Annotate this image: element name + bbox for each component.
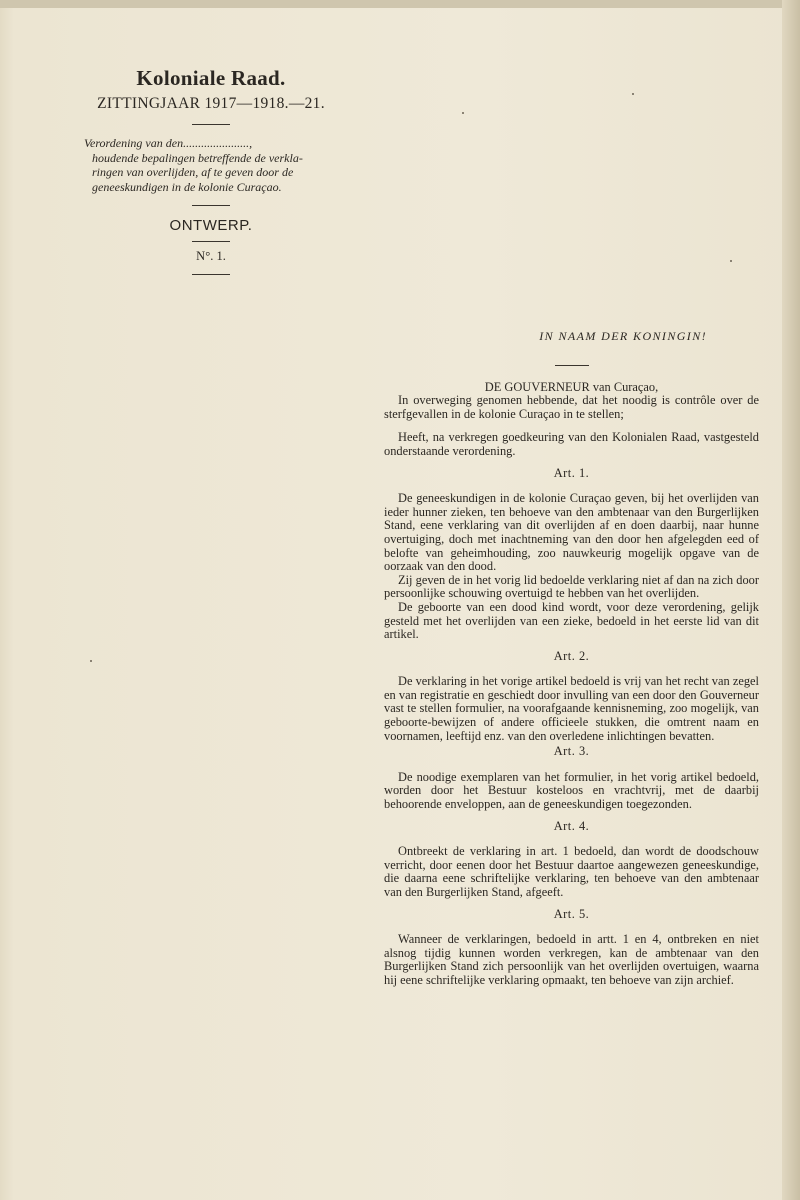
article-heading: Art. 2. (553, 648, 590, 663)
paper-speck (90, 660, 92, 662)
paper-speck (462, 112, 464, 114)
article-heading: Art. 1. (553, 465, 590, 480)
article-heading: Art. 3. (553, 744, 590, 759)
draft-label: ONTWERP. (169, 217, 253, 234)
article-paragraph: Ontbreekt de verklaring in art. 1 bedoeld, dan wordt de doodschouw verricht, door eenen door het Bestuur daartoe aangewezen geneeskundige, die daarna eene schriftelijke verklaring, ten behoeve van den ambtenaar van den Burgerlijken Stand, afgeeft. (384, 844, 759, 899)
divider-rule (192, 241, 230, 242)
article-paragraph: Wanneer de verklaringen, bedoeld in artt. 1 en 4, ontbreken en niet alsnog tijdig kunnen worden verkregen, kan de ambtenaar van den Burgerlijken Stand zich persoonlijk van het overlijden overtuigen, waarna hij eene schriftelijke verklaring opmaakt, ten behoeve van zijn archief. (384, 932, 759, 987)
article-paragraph: De noodige exemplaren van het formulier, in het vorig artikel bedoeld, worden door het Bestuur kosteloos en vrachtvrij, met de daarbij behoorende enveloppen, aan de geneeskundigen toegezonden. (384, 769, 759, 812)
royal-invocation: IN NAAM DER KONINGIN! (539, 329, 707, 343)
header-block (80, 66, 342, 286)
page-top-edge (0, 0, 800, 8)
article-paragraph: Zij geven de in het vorig lid bedoelde verklaring niet af dan na zich door persoonlijke schouwing overtuigd te hebben van het overlijden. (384, 572, 759, 601)
ordinance-subject (80, 136, 342, 194)
article-paragraph: De geneeskundigen in de kolonie Curaçao geven, bij het overlijden van ieder hunner zieken, ten behoeve van den ambtenaar van den Burgerlijken Stand, eene verklaring van dit overlijden af en doen daarbij, naar hunne overtuiging, doch met inachtneming van den door hen afgelegden eed of belofte van geheimhouding, zoo nauwkeurig mogelijk opgave van de oorzaak van den dood. (384, 491, 759, 574)
session-year: ZITTINGJAAR 1917—1918.—21. (97, 95, 325, 112)
article-heading: Art. 4. (553, 818, 590, 833)
council-title: Koloniale Raad. (136, 66, 286, 90)
paper-speck (730, 260, 732, 262)
paper-speck (632, 93, 634, 95)
subject-line: geneeskundigen in de kolonie Curaçao. (92, 179, 282, 194)
page-right-edge (782, 0, 800, 1200)
article-paragraph: De verklaring in het vorige artikel bedoeld is vrij van het recht van zegel en van registratie en geschiedt door invulling van een door den Gouverneur vast te stellen formulier, na voorafgaande kennisneming, zoo mogelijk, van geboorte-bewijzen of andere officieele stukken, die omtrent naam en voornamen, leeftijd enz. van den overledene inlichtingen bevatten. (384, 674, 759, 743)
ordinance-body (384, 330, 759, 988)
divider-rule (192, 274, 230, 275)
enactment-paragraph: Heeft, na verkregen goedkeuring van den Kolonialen Raad, vastgesteld onderstaande verordening. (384, 430, 759, 458)
subject-line: ringen van overlijden, af te geven door de (92, 165, 294, 179)
article-heading: Art. 5. (553, 906, 590, 921)
article-paragraph: De geboorte van een dood kind wordt, voor deze verordening, gelijk gesteld met het overlijden van een zieke, bedoeld in het eerste lid van dit artikel. (384, 599, 759, 642)
subject-line: Verordening van den......................, (84, 136, 253, 150)
document-number: N°. 1. (196, 249, 226, 263)
divider-rule (555, 365, 589, 366)
preamble-paragraph: In overweging genomen hebbende, dat het noodig is contrôle over de sterfgevallen in de kolonie Curaçao in te stellen; (384, 393, 759, 421)
governor-heading: DE GOUVERNEUR van Curaçao, (484, 379, 659, 394)
divider-rule (192, 205, 230, 206)
subject-line: houdende bepalingen betreffende de verkla- (92, 150, 303, 165)
divider-rule (192, 124, 230, 125)
